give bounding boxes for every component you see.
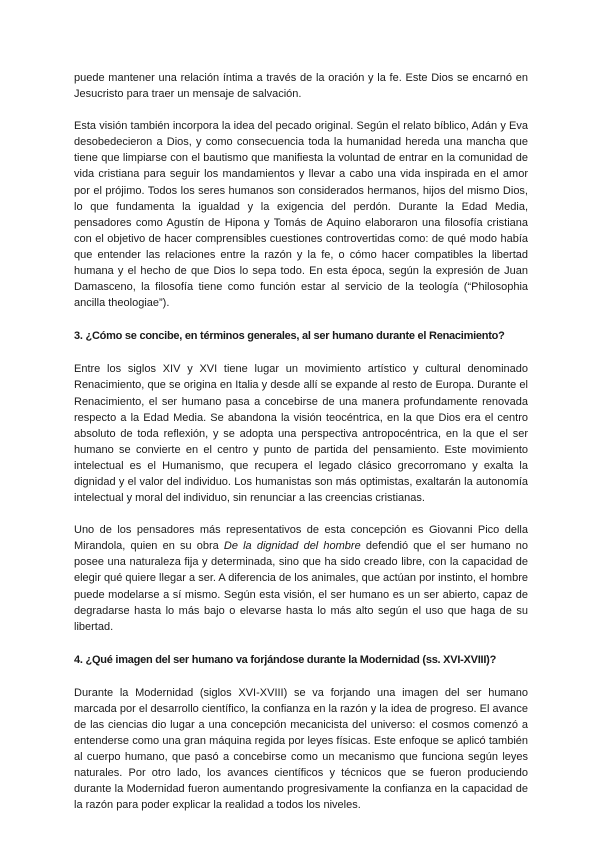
- paragraph-modernity: Durante la Modernidad (siglos XVI-XVIII) se va forjando una imagen del ser humano marcada por el desarrollo científico, la confianza en la razón y la idea de progreso. El avance de las ciencias dio lugar a una concepción mecanicista del universo: el cosmos comenzó a entenderse como una gran máquina regida por leyes físicas. Este enfoque se aplicó también al cuerpo humano, que pasó a concebirse como un mecanismo que funciona según leyes naturales. Por otro lado, los avances científicos y técnicos que se fueron produciendo durante la Modernidad fueron aumentando progresivamente la confianza en la capacidad de la razón para poder explicar la realidad a todos los niveles.: [74, 686, 528, 812]
- heading-renaissance: 3. ¿Cómo se concibe, en términos generales, al ser humano durante el Renacimiento?: [74, 330, 505, 343]
- document-page: [74, 70, 528, 814]
- paragraph-pico-della-mirandola: [74, 522, 528, 635]
- paragraph-salvation: puede mantener una relación íntima a través de la oración y la fe. Este Dios se encarnó en Jesucristo para traer un mensaje de salvación.: [74, 72, 528, 101]
- pico-text-after: defendió que el ser humano no posee una naturaleza fija y determinada, sino que ha sido creado libre, con la capacidad de elegir qué quiere llegar a ser. A diferencia de los animales, que actúan por instinto, el hombre puede modelarse a sí mismo. Según esta visión, el ser humano es un ser abierto, capaz de degradarse hasta lo más bajo o elevarse hasta lo más alto según el uso que haga de su libertad.: [74, 540, 528, 633]
- paragraph-humanism: Entre los siglos XIV y XVI tiene lugar un movimiento artístico y cultural denominado Renacimiento, que se origina en Italia y desde allí se expande al resto de Europa. Durante el Renacimiento, el ser humano pasa a concebirse de una manera profundamente renovada respecto a la Edad Media. Se abandona la visión teocéntrica, en la que Dios era el centro absoluto de toda reflexión, y se adopta una perspectiva antropocéntrica, en la que el ser humano se convierte en el centro y punto de partida del pensamiento. Este movimiento intelectual es el Humanismo, que recupera el legado clásico grecorromano y exalta la dignidad y el valor del individuo. Los humanistas son más optimistas, exaltarán la autonomía intelectual y moral del individuo, sin renunciar a las creencias cristianas.: [74, 363, 528, 505]
- heading-modernity: 4. ¿Qué imagen del ser humano va forjándose durante la Modernidad (ss. XVI-XVIII)?: [74, 653, 497, 666]
- pico-text-before: Uno de los pensadores más representativos de esta concepción es Giovanni Pico della Mirandola, quien en su obra: [74, 524, 528, 553]
- paragraph-original-sin: Esta visión también incorpora la idea del pecado original. Según el relato bíblico, Adán y Eva desobedecieron a Dios, y como consecuencia toda la humanidad hereda una mancha que tiene que limpiarse con el bautismo que manifiesta la voluntad de entrar en la comunidad de vida cristiana para seguir los mandamientos y llevar a cabo una vida inspirada en el amor por el prójimo. Todos los seres humanos son considerados hermanos, hijos del mismo Dios, lo que fundamenta la igualdad y la exigencia del perdón. Durante la Edad Media, pensadores como Agustín de Hipona y Tomás de Aquino elaboraron una filosofía cristiana con el objetivo de hacer comprensibles cuestiones controvertidas como: de qué modo había que entender las relaciones entre la razón y la fe, o cómo hacer compatibles la libertad humana y el hecho de que Dios lo sepa todo. En esta época, según la expresión de Juan Damasceno, la filosofía tiene como función estar al servicio de la teología (“Philosophia ancilla theologiae”).: [74, 120, 528, 310]
- work-title: De la dignidad del hombre: [223, 540, 361, 553]
